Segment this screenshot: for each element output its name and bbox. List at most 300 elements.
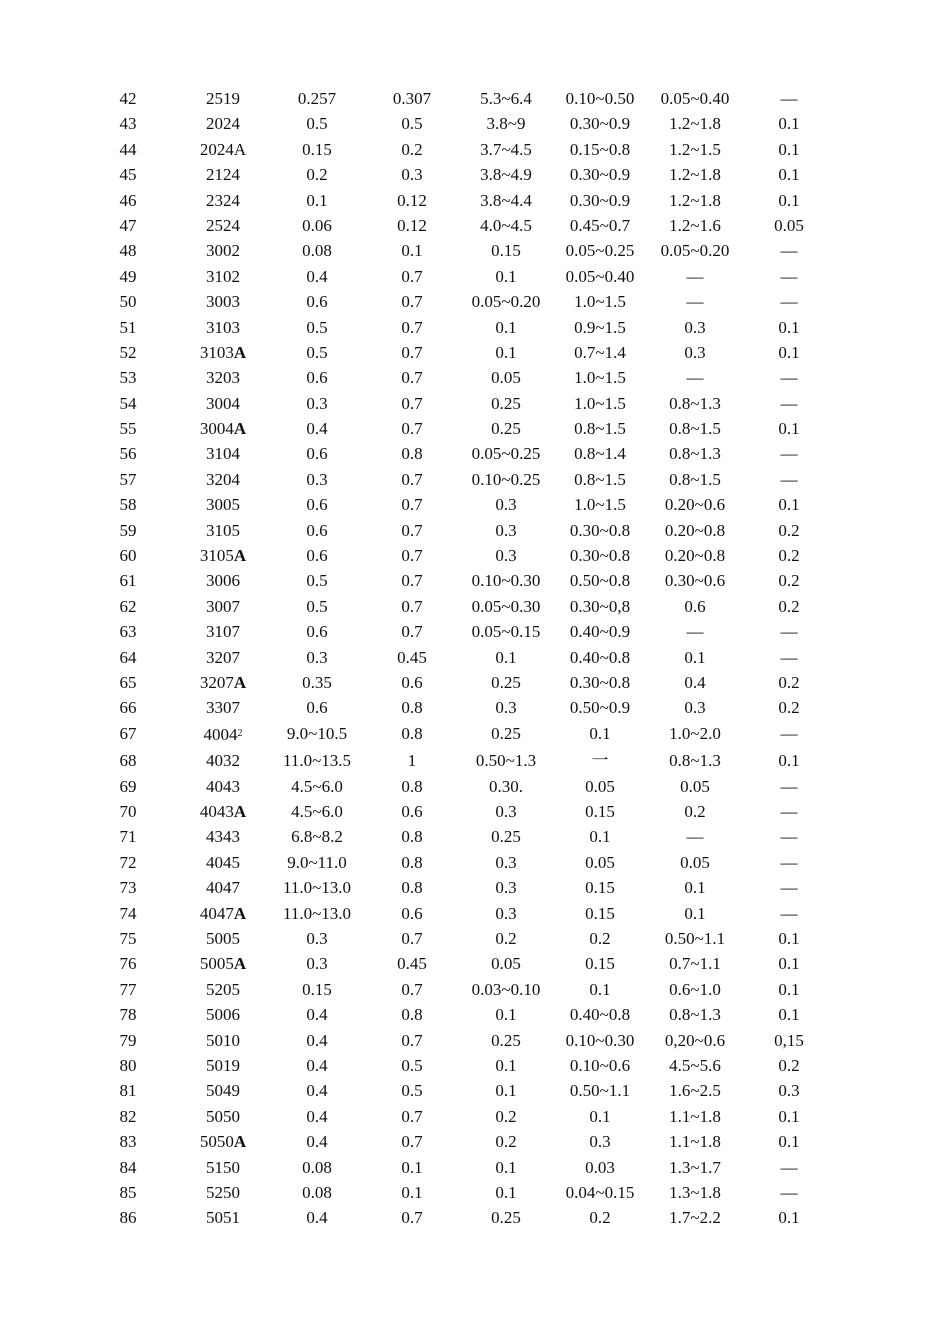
table-row (0, 467, 950, 492)
value-col-7: 0.20~0.8 (664, 520, 726, 540)
value-col-4: 0.7 (401, 979, 423, 999)
grade-suffix: A (233, 802, 247, 822)
row-number: 45 (119, 165, 137, 185)
grade-number: 5049 (206, 1081, 240, 1101)
value-col-8: 0.1 (778, 1106, 800, 1126)
value-col-8: 0.2 (778, 1055, 800, 1075)
value-col-8: 0.1 (778, 139, 800, 159)
table-row (0, 1002, 950, 1027)
value-col-5: 0.10~0.30 (471, 571, 541, 591)
value-col-4: 0.8 (401, 1005, 423, 1025)
value-col-5: 0.3 (495, 878, 517, 898)
grade-number: 2024 (206, 114, 240, 134)
value-col-8: — (780, 1157, 798, 1177)
value-col-7: 0.05 (680, 776, 710, 796)
value-col-7: 4.5~5.6 (669, 1055, 721, 1075)
value-col-3: 0.35 (302, 672, 332, 692)
row-number: 74 (119, 903, 137, 923)
row-number: 72 (119, 852, 137, 872)
value-col-6: 0.30~0.8 (569, 520, 631, 540)
grade-number: 3003 (206, 292, 240, 312)
value-col-5: 0.03~0.10 (471, 979, 541, 999)
row-number: 79 (119, 1030, 137, 1050)
row-number: 44 (119, 139, 137, 159)
value-col-5: 0.25 (491, 1208, 521, 1228)
value-col-5: 0.1 (495, 1081, 517, 1101)
table-row (0, 416, 950, 441)
table-row (0, 162, 950, 187)
value-col-7: 0.6 (684, 596, 706, 616)
value-col-3: 0.5 (306, 317, 328, 337)
row-number: 48 (119, 241, 137, 261)
grade-number: 3104 (206, 444, 240, 464)
value-col-4: 0.6 (401, 802, 423, 822)
value-col-7: 0.4 (684, 672, 706, 692)
value-col-8: — (780, 241, 798, 261)
value-col-7: 0.30~0.6 (664, 571, 726, 591)
value-col-4: 1 (407, 751, 417, 771)
value-col-3: 4.5~6.0 (291, 776, 343, 796)
value-col-8: 0.1 (778, 165, 800, 185)
value-col-6: 0.30~0.8 (569, 546, 631, 566)
table-row (0, 365, 950, 390)
table-row (0, 901, 950, 926)
grade-number: 5050 (199, 1132, 234, 1152)
value-col-4: 0.5 (401, 114, 423, 134)
row-number: 82 (119, 1106, 137, 1126)
table-row (0, 1180, 950, 1205)
value-col-6: 0.15~0.8 (569, 139, 631, 159)
value-col-7: 1.2~1.8 (669, 190, 721, 210)
grade-suffix: A (233, 546, 247, 566)
value-col-4: 0.7 (401, 419, 423, 439)
table-row (0, 188, 950, 213)
grade-number: 5005 (206, 929, 240, 948)
value-col-3: 11.0~13.0 (282, 903, 352, 923)
value-col-5: 0.05~0.20 (471, 292, 541, 312)
value-col-6: 0.30~0.9 (569, 114, 631, 134)
value-col-5: 0.3 (495, 546, 517, 566)
value-col-6: 0.10~0.30 (565, 1030, 635, 1050)
value-col-3: 9.0~10.5 (286, 723, 348, 743)
grade-number: 3105 (206, 520, 240, 540)
value-col-6: 0.04~0.15 (565, 1182, 635, 1202)
row-number: 42 (119, 89, 137, 108)
value-col-8: — (780, 89, 798, 108)
grade-suffix: A (233, 342, 247, 362)
value-col-5: 0.25 (491, 723, 521, 743)
value-col-3: 4.5~6.0 (291, 802, 343, 822)
value-col-4: 0.7 (401, 929, 423, 948)
grade-number: 5250 (206, 1182, 240, 1202)
value-col-4: 0.5 (401, 1055, 423, 1075)
value-col-5: 0.3 (495, 698, 517, 718)
value-col-3: 0.3 (306, 929, 328, 948)
table-row (0, 543, 950, 568)
value-col-8: 0.2 (778, 546, 800, 566)
row-number: 60 (119, 546, 137, 566)
value-col-7: 0.8~1.3 (669, 1005, 721, 1025)
row-number: 49 (119, 266, 137, 286)
value-col-3: 0.257 (297, 89, 337, 108)
grade-number: 3307 (206, 698, 240, 718)
table-row (0, 748, 950, 773)
value-col-5: 5.3~6.4 (480, 89, 532, 108)
value-col-8: — (780, 723, 798, 743)
value-col-8: 0.1 (778, 342, 800, 362)
grade-number: 3107 (206, 622, 240, 642)
value-col-4: 0.7 (401, 546, 423, 566)
value-col-5: 0.3 (495, 802, 517, 822)
value-col-6: 0.15 (585, 802, 615, 822)
row-number: 50 (119, 292, 137, 312)
value-col-5: 0.1 (495, 1055, 517, 1075)
grade-number: 3004 (206, 393, 240, 413)
table-row (0, 137, 950, 162)
value-col-8: — (780, 802, 798, 822)
value-col-8: 0.1 (778, 419, 800, 439)
row-number: 64 (119, 647, 137, 667)
value-col-4: 0.7 (401, 342, 423, 362)
value-col-3: 0.5 (306, 571, 328, 591)
table-row (0, 1104, 950, 1129)
value-col-7: 0.1 (684, 878, 706, 898)
value-col-8: 0.1 (778, 751, 800, 771)
value-col-8: — (780, 622, 798, 642)
value-col-3: 0.4 (306, 1005, 328, 1025)
grade-suffix: A (233, 672, 247, 692)
row-number: 58 (119, 495, 137, 515)
grade-number: 5150 (206, 1157, 240, 1177)
value-col-8: 0.1 (778, 317, 800, 337)
grade-number: 3204 (206, 469, 240, 489)
value-col-3: 0.08 (302, 1182, 332, 1202)
row-number: 71 (119, 827, 137, 847)
value-col-8: — (780, 878, 798, 898)
value-col-3: 6.8~8.2 (291, 827, 343, 847)
grade-number: 4047 (206, 878, 240, 898)
value-col-6: 0.1 (589, 1106, 611, 1126)
value-col-8: 0.2 (778, 672, 800, 692)
table-row (0, 492, 950, 517)
value-col-6: 0.40~0.8 (569, 647, 631, 667)
value-col-6: 0.50~1.1 (569, 1081, 631, 1101)
value-col-3: 0.15 (302, 979, 332, 999)
value-col-6: 0.50~0.9 (569, 698, 631, 718)
value-col-5: 0.50~1.3 (475, 751, 537, 771)
value-col-7: 0.3 (684, 342, 706, 362)
value-col-8: 0.1 (778, 954, 800, 974)
value-col-3: 11.0~13.0 (282, 878, 352, 898)
value-col-3: 0.4 (306, 266, 328, 286)
value-col-7: 0.6~1.0 (669, 979, 721, 999)
value-col-6: 0.05 (585, 776, 615, 796)
value-col-4: 0.12 (397, 215, 427, 235)
table-row (0, 824, 950, 849)
value-col-4: 0.7 (401, 1208, 423, 1228)
table-row (0, 850, 950, 875)
value-col-3: 0.4 (306, 1030, 328, 1050)
table-row (0, 518, 950, 543)
value-col-7: 0.05 (680, 852, 710, 872)
value-col-3: 0.6 (306, 520, 328, 540)
value-col-5: 0.10~0.25 (471, 469, 541, 489)
value-col-4: 0.7 (401, 292, 423, 312)
value-col-6: 0.2 (589, 929, 611, 948)
value-col-3: 0.6 (306, 444, 328, 464)
value-col-8: — (780, 292, 798, 312)
value-col-5: 0.15 (491, 241, 521, 261)
grade-number: 4343 (206, 827, 240, 847)
row-number: 43 (119, 114, 137, 134)
table-row (0, 111, 950, 136)
value-col-4: 0.5 (401, 1081, 423, 1101)
value-col-7: 0.20~0.8 (664, 546, 726, 566)
footnote-marker: 2 (237, 727, 243, 739)
value-col-3: 0.6 (306, 495, 328, 515)
grade-number: 3102 (206, 266, 240, 286)
value-col-6: 0.40~0.8 (569, 1005, 631, 1025)
table-row (0, 875, 950, 900)
value-col-7: 0.3 (684, 317, 706, 337)
value-col-6: 1.0~1.5 (574, 495, 626, 515)
value-col-5: 0.05 (491, 954, 521, 974)
value-col-7: 1.2~1.5 (669, 139, 721, 159)
value-col-4: 0.7 (401, 1132, 423, 1152)
row-number: 76 (119, 954, 137, 974)
value-col-8: 0,15 (774, 1030, 804, 1050)
value-col-4: 0.1 (401, 1157, 423, 1177)
grade-number: 4043 (206, 776, 240, 796)
value-col-6: 0.15 (585, 903, 615, 923)
row-number: 78 (119, 1005, 137, 1025)
value-col-5: 0.05~0.15 (471, 622, 541, 642)
value-col-4: 0.8 (401, 723, 423, 743)
value-col-3: 0.4 (306, 419, 328, 439)
table-row (0, 695, 950, 720)
value-col-4: 0.1 (401, 241, 423, 261)
table-row (0, 774, 950, 799)
value-col-7: 0.8~1.5 (669, 469, 721, 489)
grade-number: 3007 (206, 596, 240, 616)
row-number: 80 (119, 1055, 137, 1075)
table-row (0, 1028, 950, 1053)
table-row (0, 670, 950, 695)
value-col-4: 0.7 (401, 317, 423, 337)
grade-number: 2024A (199, 139, 247, 159)
value-col-8: 0.1 (778, 114, 800, 134)
table-row (0, 721, 950, 749)
value-col-6: 0.9~1.5 (574, 317, 626, 337)
table-row (0, 441, 950, 466)
value-col-6: 0.15 (585, 954, 615, 974)
value-col-7: 0.50~1.1 (664, 929, 726, 948)
table-row (0, 1129, 950, 1154)
value-col-6: 1.0~1.5 (574, 393, 626, 413)
value-col-8: 0.05 (774, 215, 804, 235)
value-col-5: 0.1 (495, 1157, 517, 1177)
value-col-6: 0.10~0.6 (569, 1055, 631, 1075)
table-row (0, 926, 950, 951)
grade-number: 2124 (206, 165, 240, 185)
value-col-7: 0.1 (684, 903, 706, 923)
value-col-3: 0.3 (306, 954, 328, 974)
value-col-8: 0.1 (778, 1005, 800, 1025)
value-col-6: 0.30~0.8 (569, 672, 631, 692)
value-col-4: 0.7 (401, 469, 423, 489)
value-col-8: — (780, 827, 798, 847)
value-col-8: — (780, 903, 798, 923)
value-col-5: 3.8~4.9 (480, 165, 532, 185)
grade-number: 5050 (206, 1106, 240, 1126)
value-col-8: — (780, 444, 798, 464)
value-col-7: — (686, 368, 704, 388)
value-col-8: 0.1 (778, 495, 800, 515)
value-col-5: 0.25 (491, 672, 521, 692)
value-col-5: 3.7~4.5 (480, 139, 532, 159)
table-row (0, 315, 950, 340)
value-col-7: 1.6~2.5 (669, 1081, 721, 1101)
value-col-6: 0.2 (589, 1208, 611, 1228)
value-col-5: 0.05 (491, 368, 521, 388)
value-col-5: 0.1 (495, 342, 517, 362)
row-number: 62 (119, 596, 137, 616)
grade-suffix: A (233, 1132, 247, 1152)
value-col-7: 1.1~1.8 (669, 1132, 721, 1152)
table-row (0, 1205, 950, 1230)
value-col-7: 1.3~1.7 (669, 1157, 721, 1177)
table-row (0, 1155, 950, 1180)
value-col-7: 1.2~1.6 (669, 215, 721, 235)
row-number: 56 (119, 444, 137, 464)
value-col-6: 0.1 (589, 979, 611, 999)
value-col-6: 0.15 (585, 878, 615, 898)
row-number: 52 (119, 342, 137, 362)
grade-number: 3005 (206, 495, 240, 515)
grade-number: 5019 (206, 1055, 240, 1075)
row-number: 47 (119, 215, 137, 235)
table-row (0, 645, 950, 670)
grade-number: 4032 (206, 751, 240, 771)
value-col-3: 0.06 (302, 215, 332, 235)
value-col-3: 0.1 (306, 190, 328, 210)
grade-number: 4047 (199, 903, 234, 923)
value-col-4: 0.7 (401, 520, 423, 540)
value-col-6: 1.0~1.5 (574, 368, 626, 388)
value-col-4: 0.6 (401, 672, 423, 692)
value-col-6: 0.3 (589, 1132, 611, 1152)
value-col-8: — (780, 776, 798, 796)
value-col-6: 0.45~0.7 (569, 215, 631, 235)
grade-number: 2324 (206, 190, 240, 210)
value-col-3: 0.6 (306, 698, 328, 718)
value-col-3: 0.6 (306, 546, 328, 566)
grade-number: 4043 (199, 802, 234, 822)
value-col-7: 0.3 (684, 698, 706, 718)
row-number: 61 (119, 571, 137, 591)
value-col-6: 0.10~0.50 (565, 89, 635, 108)
value-col-7: 0.1 (684, 647, 706, 667)
value-col-5: 0.25 (491, 827, 521, 847)
value-col-8: — (780, 469, 798, 489)
value-col-5: 0.05~0.25 (471, 444, 541, 464)
value-col-7: 1.2~1.8 (669, 165, 721, 185)
grade-number: 3203 (206, 368, 240, 388)
value-col-4: 0.7 (401, 495, 423, 515)
value-col-3: 0.15 (302, 139, 332, 159)
value-col-5: 0.25 (491, 1030, 521, 1050)
grade-number: 5051 (206, 1208, 240, 1228)
value-col-5: 0.2 (495, 929, 517, 948)
value-col-4: 0.7 (401, 571, 423, 591)
value-col-4: 0.7 (401, 266, 423, 286)
value-col-5: 0.2 (495, 1106, 517, 1126)
value-col-7: 0.7~1.1 (669, 954, 721, 974)
value-col-4: 0.6 (401, 903, 423, 923)
row-number: 86 (119, 1208, 137, 1228)
value-col-4: 0.307 (392, 89, 432, 108)
value-col-3: 0.3 (306, 647, 328, 667)
value-col-6: 0.40~0.9 (569, 622, 631, 642)
value-col-8: 0.1 (778, 929, 800, 948)
value-col-5: 0.05~0.30 (471, 596, 541, 616)
value-col-7: — (686, 266, 704, 286)
value-col-6: 0.30~0.9 (569, 190, 631, 210)
value-col-3: 9.0~11.0 (287, 852, 347, 872)
table-row (0, 619, 950, 644)
value-col-3: 0.4 (306, 1081, 328, 1101)
value-col-3: 11.0~13.5 (282, 751, 352, 771)
value-col-4: 0.3 (401, 165, 423, 185)
table-row (0, 568, 950, 593)
row-number: 70 (119, 802, 137, 822)
value-col-8: 0.2 (778, 520, 800, 540)
table-row (0, 238, 950, 263)
value-col-7: 1.1~1.8 (669, 1106, 721, 1126)
value-col-4: 0.8 (401, 852, 423, 872)
value-col-8: 0.3 (778, 1081, 800, 1101)
row-number: 75 (119, 929, 137, 948)
table-row (0, 594, 950, 619)
grade-number: 2519 (206, 89, 240, 108)
value-col-3: 0.4 (306, 1208, 328, 1228)
value-col-4: 0.8 (401, 776, 423, 796)
grade-number: 3002 (206, 241, 240, 261)
grade-number: 3103 (199, 342, 234, 362)
row-number: 66 (119, 698, 137, 718)
value-col-7: — (686, 292, 704, 312)
value-col-4: 0.7 (401, 1106, 423, 1126)
grade-number: 3004 (199, 419, 234, 439)
value-col-8: — (780, 1182, 798, 1202)
table-row (0, 799, 950, 824)
value-col-7: — (686, 622, 704, 642)
value-col-3: 0.5 (306, 114, 328, 134)
value-col-4: 0.45 (397, 954, 427, 974)
value-col-8: — (780, 368, 798, 388)
grade-number: 3207 (199, 672, 234, 692)
value-col-3: 0.6 (306, 292, 328, 312)
value-col-5: 0.3 (495, 852, 517, 872)
table-row (0, 1078, 950, 1103)
value-col-3: 0.6 (306, 368, 328, 388)
row-number: 81 (119, 1081, 137, 1101)
grade-number: 5010 (206, 1030, 240, 1050)
value-col-6: 0.30~0.9 (569, 165, 631, 185)
value-col-8: 0.1 (778, 1208, 800, 1228)
row-number: 73 (119, 878, 137, 898)
value-col-8: 0.1 (778, 190, 800, 210)
